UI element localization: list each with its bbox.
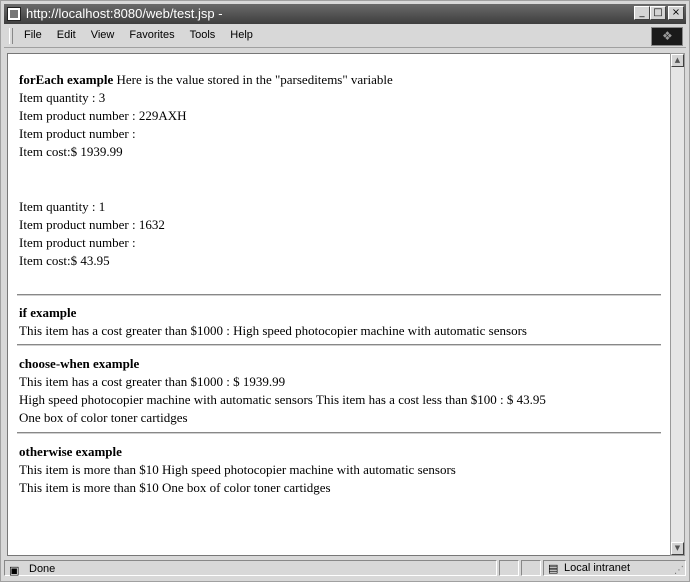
- item2-product-number: Item product number : 1632: [19, 217, 165, 232]
- status-pane-empty: [521, 560, 541, 576]
- menu-favorites[interactable]: Favorites: [129, 29, 175, 41]
- divider: [17, 294, 661, 296]
- divider: [17, 432, 661, 434]
- foreach-heading: forEach example: [19, 72, 114, 87]
- menu-view[interactable]: View: [90, 29, 115, 41]
- windows-logo-icon: [651, 27, 683, 46]
- scroll-down-button[interactable]: ▼: [671, 542, 684, 555]
- zone-text: Local intranet: [564, 562, 631, 574]
- status-text: Done: [29, 563, 56, 575]
- page-content: [7, 53, 671, 556]
- vertical-scrollbar[interactable]: [670, 53, 685, 556]
- menu-help[interactable]: Help: [230, 29, 253, 41]
- toolbar-grip[interactable]: [9, 28, 13, 44]
- item1-quantity: Item quantity : 3: [19, 90, 106, 105]
- otherwise-line-2: This item is more than $10 One box of color toner cartidges: [19, 480, 331, 495]
- menu-tools[interactable]: Tools: [189, 29, 216, 41]
- divider: [17, 344, 661, 346]
- window-controls: [634, 6, 684, 20]
- otherwise-line-1: This item is more than $10 High speed photocopier machine with automatic sensors: [19, 462, 456, 477]
- resize-grip-icon[interactable]: ⋰: [674, 565, 684, 576]
- otherwise-heading: otherwise example: [19, 444, 122, 459]
- item1-product-number: Item product number : 229AXH: [19, 108, 187, 123]
- scroll-up-button[interactable]: ▲: [671, 54, 684, 67]
- menu-edit[interactable]: Edit: [56, 29, 76, 41]
- intranet-icon: ▤: [548, 562, 559, 575]
- status-pane-empty: [499, 560, 519, 576]
- minimize-button[interactable]: _: [634, 6, 650, 20]
- if-text: This item has a cost greater than $1000 : High speed photocopier machine with automatic sensors: [19, 323, 527, 338]
- title-bar: [4, 4, 686, 24]
- ie-page-icon: ▣: [9, 564, 20, 577]
- item2-quantity: Item quantity : 1: [19, 199, 106, 214]
- window-title: http://localhost:8080/web/test.jsp -: [26, 6, 223, 21]
- choose-when-line-1: This item has a cost greater than $1000 : $ 1939.99: [19, 374, 286, 389]
- item2-cost: Item cost:$ 43.95: [19, 253, 110, 268]
- if-heading: if example: [19, 305, 77, 320]
- menu-file[interactable]: File: [24, 29, 42, 41]
- page-icon: [7, 7, 21, 21]
- status-pane-main: [4, 560, 497, 576]
- maximize-button[interactable]: □: [650, 6, 666, 20]
- menu-bar: [4, 25, 686, 48]
- foreach-intro-line: [19, 72, 393, 88]
- item2-product-number-empty: Item product number :: [19, 235, 136, 250]
- close-button[interactable]: ×: [668, 6, 684, 20]
- item1-cost: Item cost:$ 1939.99: [19, 144, 123, 159]
- choose-when-line-2: High speed photocopier machine with automatic sensors This item has a cost less than $100 : $ 43.95: [19, 392, 546, 407]
- choose-when-line-3: One box of color toner cartidges: [19, 410, 188, 425]
- item1-product-number-empty: Item product number :: [19, 126, 136, 141]
- zone-pane: [543, 560, 686, 576]
- foreach-intro: Here is the value stored in the "parseditems" variable: [116, 72, 393, 87]
- status-bar: [4, 558, 686, 578]
- choose-when-heading: choose-when example: [19, 356, 140, 371]
